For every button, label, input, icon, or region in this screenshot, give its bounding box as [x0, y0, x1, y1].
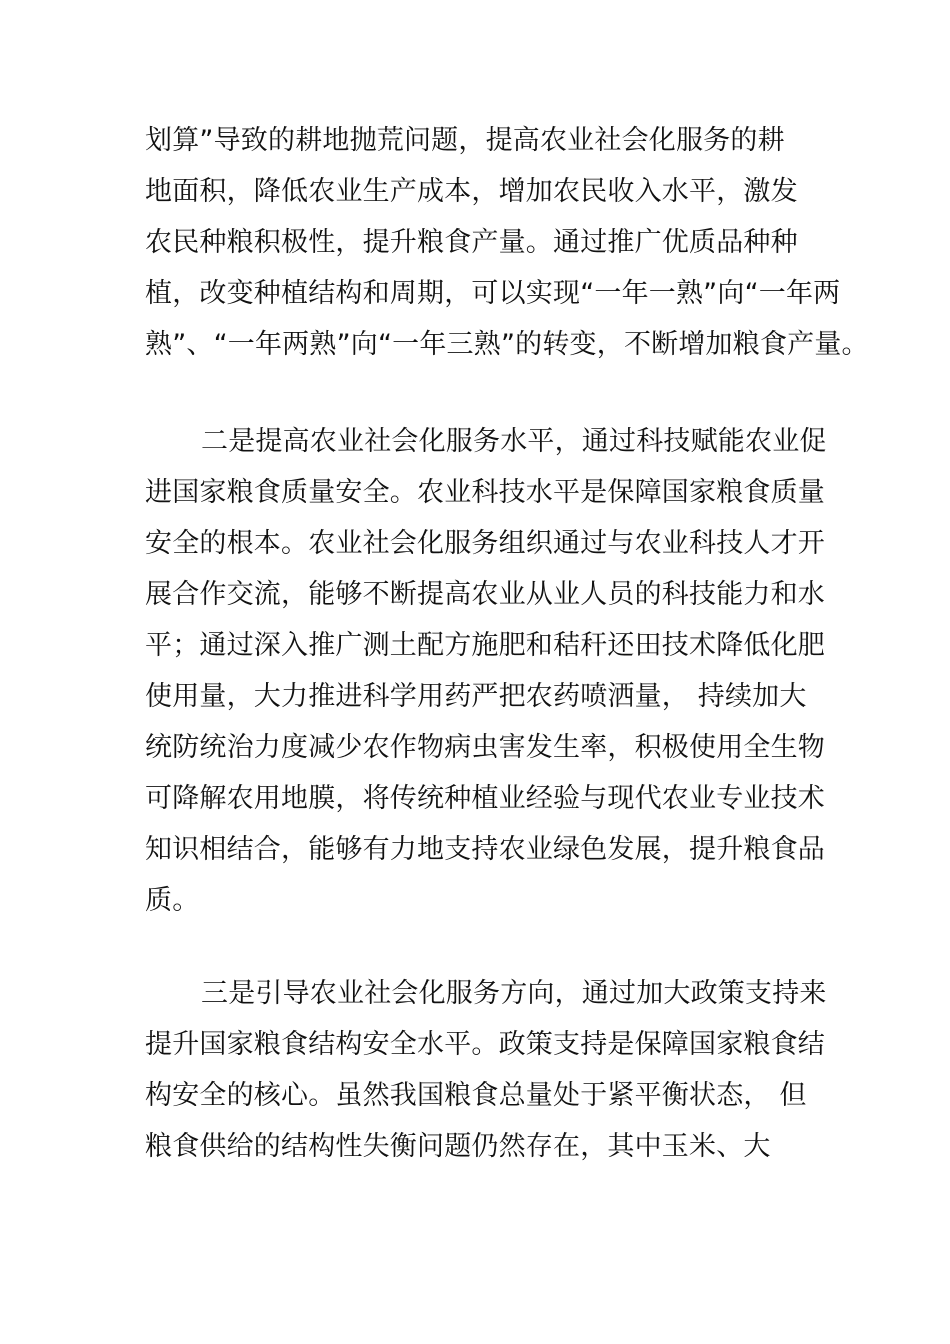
text-line: 平；通过深入推广测土配方施肥和秸秆还田技术降低化肥 [145, 630, 825, 661]
text-line: 使用量，大力推进科学用药严把农药喷洒量， 持续加大 [145, 681, 807, 712]
text-line: 植，改变种植结构和周期，可以实现“一年一熟”向“一年两 [145, 278, 841, 309]
text-line-first: 三是引导农业社会化服务方向，通过加大政策支持来 [201, 978, 827, 1009]
text-line: 农民种粮积极性，提升粮食产量。通过推广优质品种种 [145, 227, 798, 258]
text-line: 构安全的核心。虽然我国粮食总量处于紧平衡状态， 但 [145, 1080, 807, 1111]
text-line: 地面积，降低农业生产成本，增加农民收入水平，激发 [145, 176, 798, 207]
paragraph-3 [145, 968, 825, 1172]
text-line: 提升国家粮食结构安全水平。政策支持是保障国家粮食结 [145, 1029, 825, 1060]
text-line: 粮食供给的结构性失衡问题仍然存在，其中玉米、大 [145, 1131, 771, 1162]
text-line: 进国家粮食质量安全。农业科技水平是保障国家粮食质量 [145, 477, 825, 508]
text-line: 熟”、“一年两熟”向“一年三熟”的转变，不断增加粮食产量。 [145, 329, 869, 360]
text-line: 划算”导致的耕地抛荒问题，提高农业社会化服务的耕 [145, 125, 785, 156]
text-line: 展合作交流，能够不断提高农业从业人员的科技能力和水 [145, 579, 825, 610]
text-line: 安全的根本。农业社会化服务组织通过与农业科技人才开 [145, 528, 825, 559]
paragraph-1 [145, 115, 869, 370]
text-line: 知识相结合，能够有力地支持农业绿色发展，提升粮食品 [145, 834, 825, 865]
text-line-first: 二是提高农业社会化服务水平，通过科技赋能农业促 [201, 426, 827, 457]
text-line: 统防统治力度减少农作物病虫害发生率，积极使用全生物 [145, 732, 825, 763]
text-line: 可降解农用地膜，将传统种植业经验与现代农业专业技术 [145, 783, 825, 814]
text-line: 质。 [145, 885, 200, 916]
paragraph-2 [145, 416, 825, 926]
